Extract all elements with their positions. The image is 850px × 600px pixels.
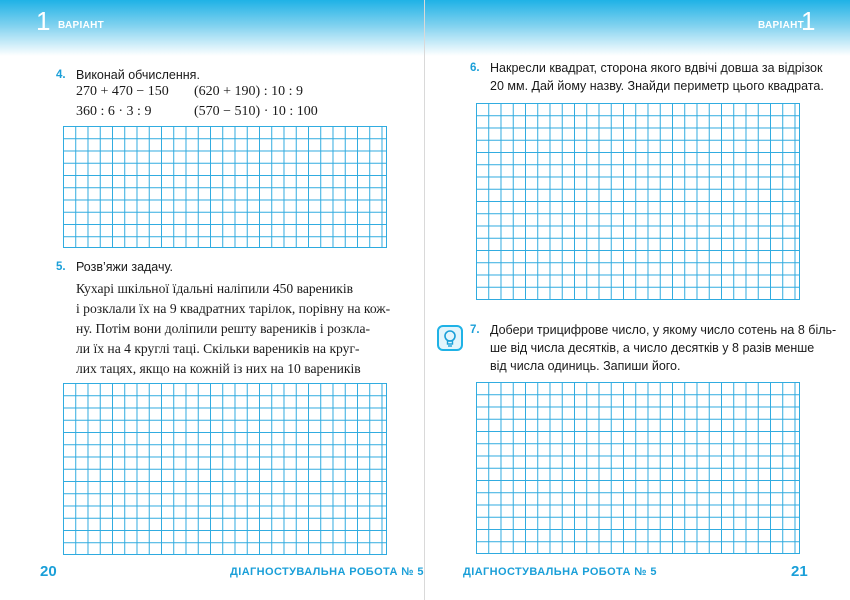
task-7-line: ше від числа десятків, а число десятків у 8 разів менше: [490, 341, 815, 355]
task-6-line: 20 мм. Дай йому назву. Знайди периметр цього квадрата.: [490, 79, 824, 93]
task-4: [56, 66, 416, 86]
left-page-number: 20: [40, 563, 57, 580]
story-line: ли їх на 4 круглі таці. Скільки вареників на круг-: [76, 341, 360, 356]
left-footer-title: ДІАГНОСТУВАЛЬНА РОБОТА № 5: [230, 566, 424, 578]
task-6-answer-grid[interactable]: [476, 103, 800, 300]
task-4-number: 4.: [56, 69, 66, 81]
right-page: [425, 0, 850, 600]
expression-4: (570 − 510) · 10 : 100: [194, 104, 318, 119]
task-5: [56, 258, 416, 278]
task-5-story: [76, 279, 391, 399]
task-7-line: Добери трицифрове число, у якому число сотень на 8 біль-: [490, 323, 837, 337]
expression-2: (620 + 190) : 10 : 9: [194, 84, 303, 99]
expression-3: 360 : 6 · 3 : 9: [76, 104, 152, 119]
task-5-answer-grid[interactable]: [63, 383, 387, 555]
task-7-text: [490, 321, 836, 375]
left-variant-label: ВАРІАНТ: [58, 20, 105, 31]
task-5-number: 5.: [56, 261, 66, 273]
story-line: лих тацях, якщо на кожній із них на 10 вареників: [76, 361, 361, 376]
right-page-number: 21: [791, 563, 808, 580]
lightbulb-icon: [437, 325, 463, 351]
right-footer-title: ДІАГНОСТУВАЛЬНА РОБОТА № 5: [463, 566, 657, 578]
expression-1: 270 + 470 − 150: [76, 84, 169, 99]
story-line: Кухарі шкільної їдальні наліпили 450 вареників: [76, 281, 354, 296]
task-6-number: 6.: [470, 62, 480, 74]
left-variant-number: 1: [36, 6, 51, 36]
task-4-answer-grid[interactable]: [63, 126, 387, 248]
right-variant-label: ВАРІАНТ: [758, 20, 805, 31]
task-7-line: від числа одиниць. Запиши його.: [490, 359, 681, 373]
story-line: і розклали їх на 9 квадратних тарілок, порівну на кож-: [76, 301, 391, 316]
task-7-number: 7.: [470, 324, 480, 336]
task-6-text: [490, 59, 824, 95]
right-variant-number: 1: [801, 6, 816, 36]
task-4-text: Виконай обчислення.: [76, 68, 200, 82]
task-6-line: Накресли квадрат, сторона якого вдвічі довша за відрізок: [490, 61, 823, 75]
task-6: [470, 59, 840, 99]
story-line: ну. Потім вони доліпили решту вареників і розкла-: [76, 321, 371, 336]
task-7: [470, 321, 840, 377]
task-5-text: Розв’яжи задачу.: [76, 260, 173, 274]
task-7-answer-grid[interactable]: [476, 382, 800, 554]
